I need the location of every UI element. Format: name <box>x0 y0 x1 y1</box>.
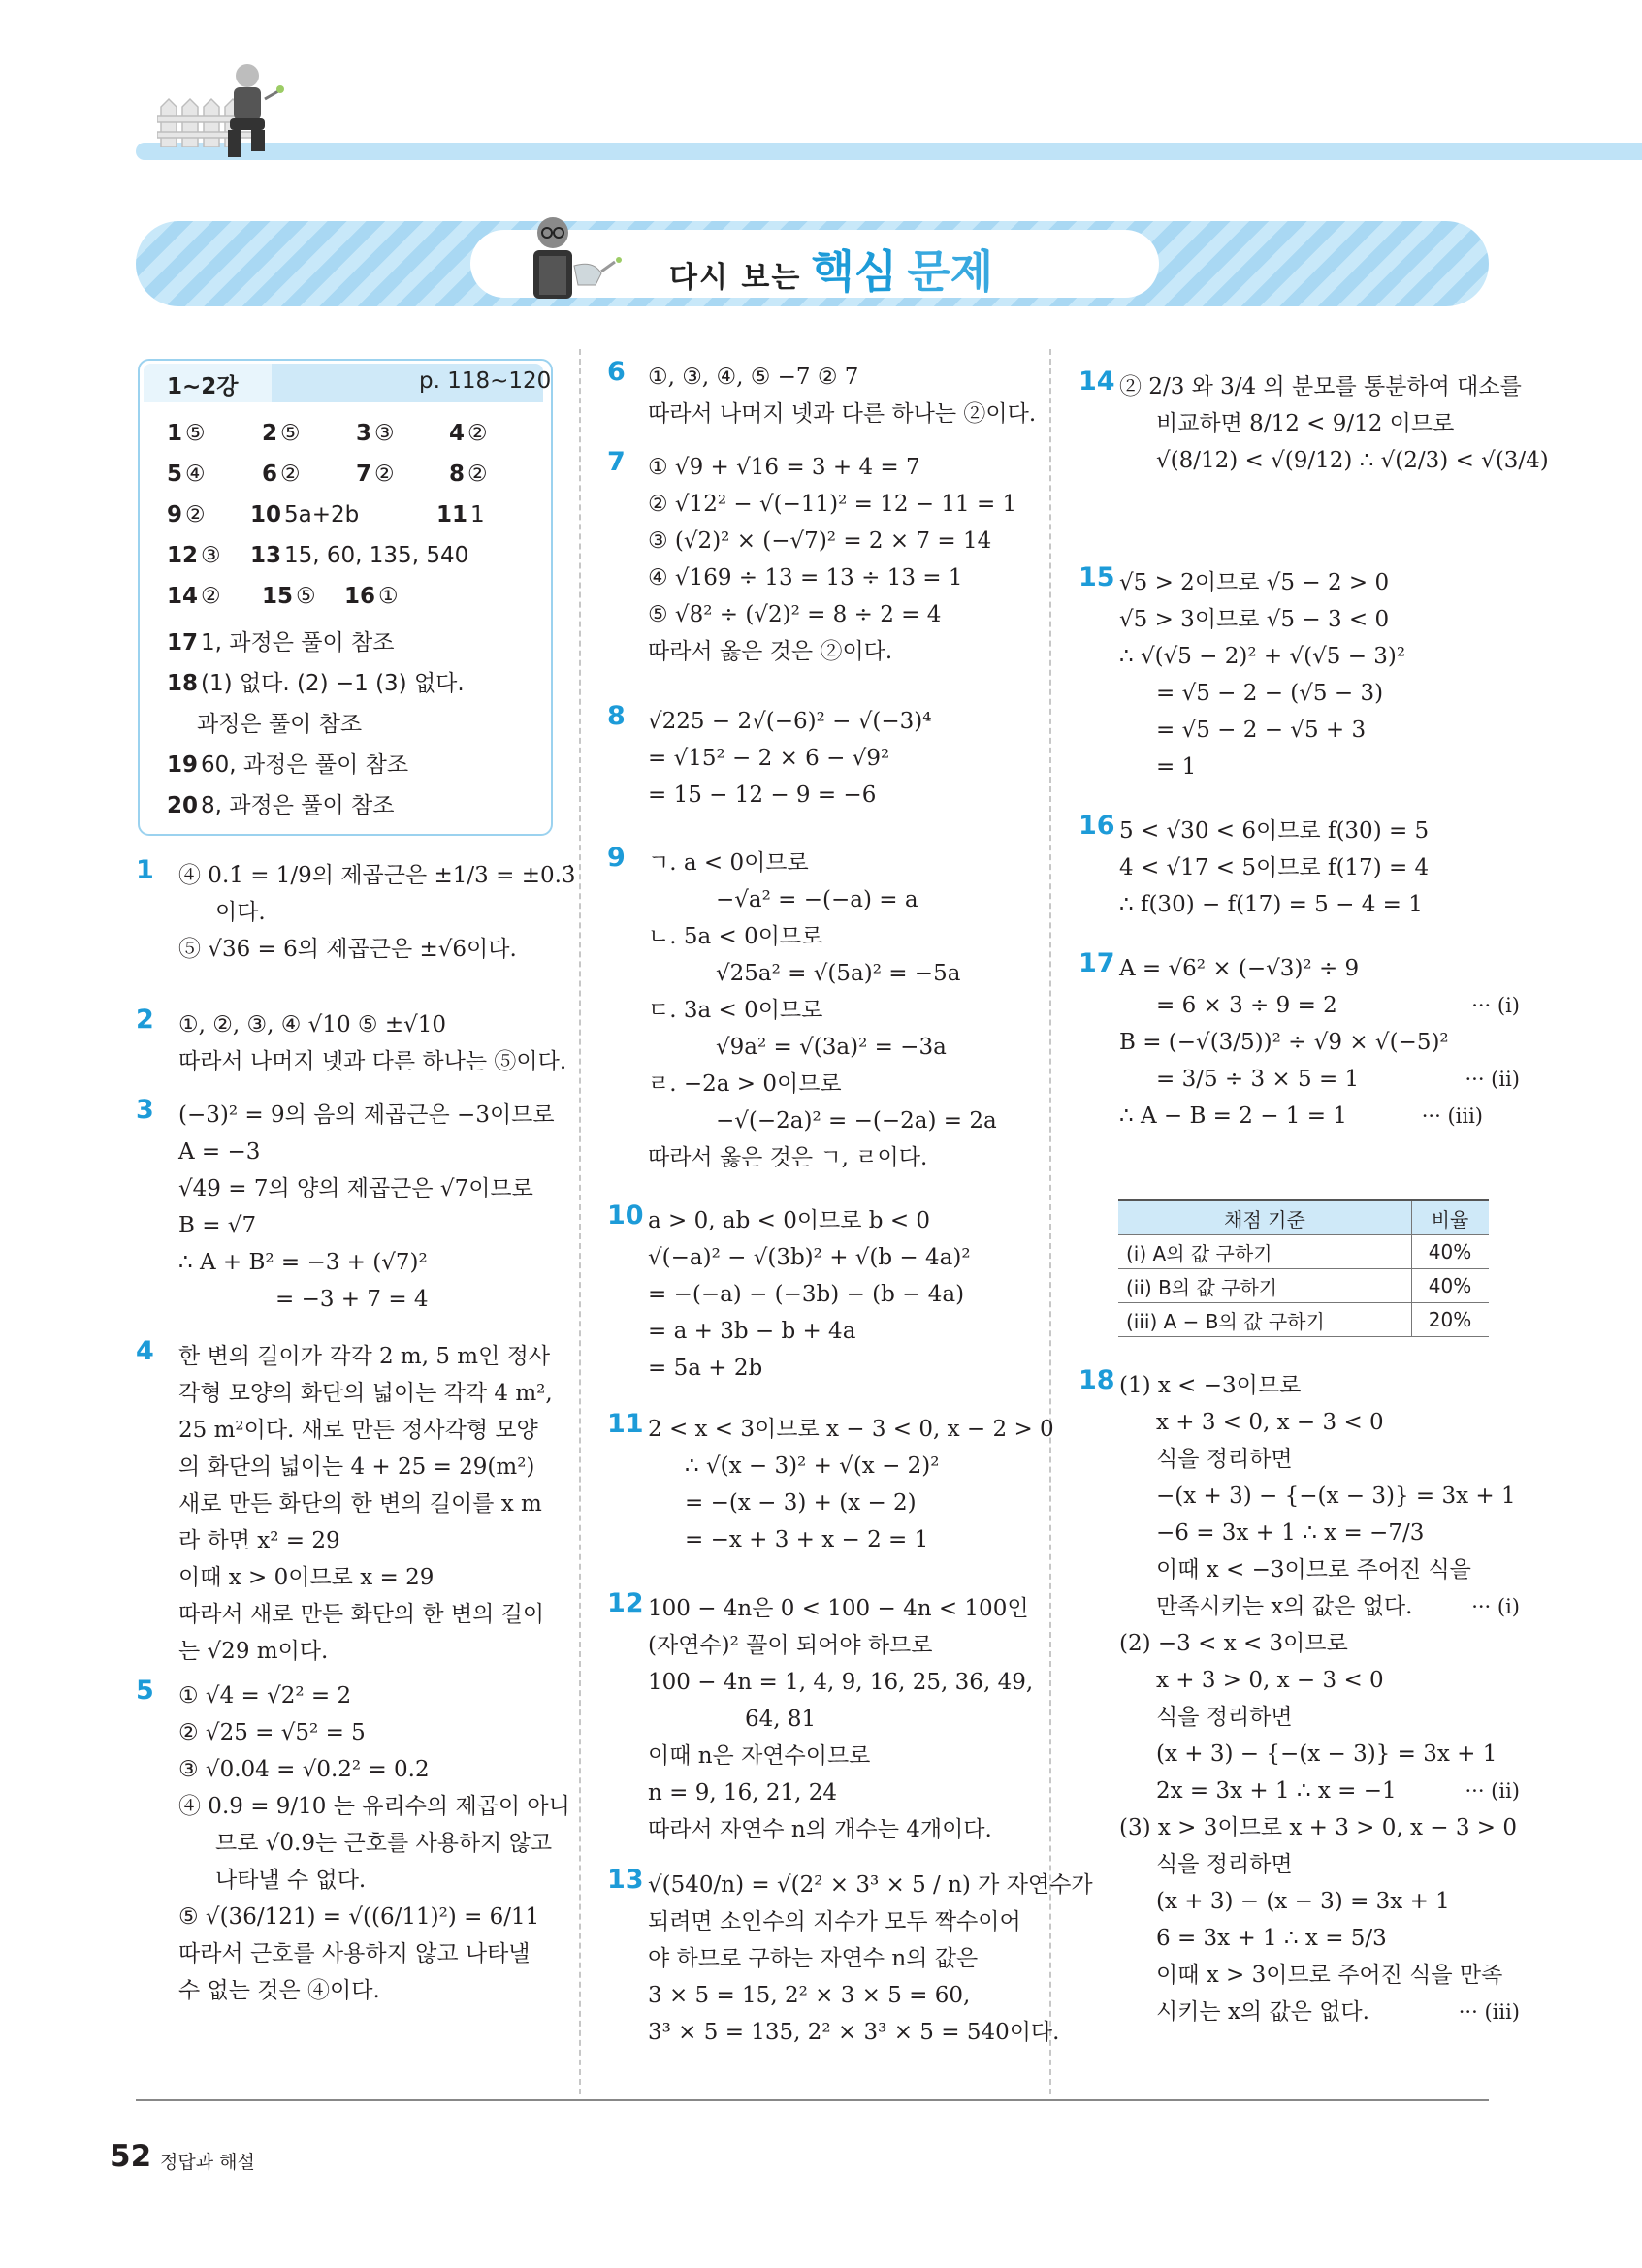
answer-value: ③ <box>201 543 221 568</box>
solution-line: 의 화단의 넓이는 4 + 25 = 29(m²) <box>178 1454 535 1480</box>
solution-line: = √15² − 2 × 6 − √9² <box>648 746 890 771</box>
problem-solution <box>648 1590 1033 1848</box>
solution-text: 식을 정리하면 <box>1156 1705 1293 1730</box>
solution-line: −√a² = −(−a) = a <box>716 887 918 912</box>
solution-line: = 15 − 12 − 9 = −6 <box>648 783 877 808</box>
solution-line <box>1119 1920 1520 1957</box>
solution-line <box>1119 1061 1520 1098</box>
solution-line <box>1119 1957 1520 1994</box>
answer-number: 15 <box>262 584 294 609</box>
solution-line <box>1119 1441 1520 1478</box>
solution-line: ① √4 = √2² = 2 <box>178 1683 352 1709</box>
solution-line: ∴ A + B² = −3 + (√7)² <box>178 1250 428 1275</box>
problem-number: 11 <box>607 1409 644 1439</box>
solution-line <box>1119 1367 1483 1404</box>
problem-solution <box>1119 368 1549 479</box>
solution-line: = 1 <box>1156 754 1197 780</box>
solution-line: 4 < √17 < 5이므로 f(17) = 4 <box>1119 855 1430 880</box>
answer-value: ② <box>280 462 301 487</box>
page-range-label: p. 118~120 <box>419 368 552 394</box>
teacher-icon <box>514 211 630 308</box>
problem-number: 18 <box>1079 1365 1115 1395</box>
answer-item <box>449 421 488 446</box>
solution-line <box>1119 1809 1518 1846</box>
step-tag: ··· (i) <box>1471 1595 1520 1618</box>
solution-text: x + 3 < 0, x − 3 < 0 <box>1156 1410 1384 1435</box>
answer-number: 2 <box>262 421 278 446</box>
problem-solution <box>1119 813 1483 923</box>
solution-line: ② √25 = √5² = 5 <box>178 1720 366 1745</box>
solution-line: ㄱ. a < 0이므로 <box>648 850 809 876</box>
problem-number: 4 <box>136 1336 154 1366</box>
answer-value: ② <box>185 502 206 527</box>
answer-number: 1 <box>167 421 183 446</box>
problem-solution <box>648 359 1036 432</box>
solution-text: ∴ A − B = 2 − 1 = 1 <box>1119 1103 1347 1129</box>
solution-line <box>1119 1662 1520 1699</box>
solution-line: 3³ × 5 = 135, 2² × 3³ × 5 = 540이다. <box>648 2020 1060 2045</box>
solution-text: 이때 x < −3이므로 주어진 식을 <box>1156 1557 1471 1582</box>
answer-value: 과정은 풀이 참조 <box>197 712 363 737</box>
solution-line: 따라서 자연수 n의 개수는 4개이다. <box>648 1817 992 1842</box>
solution-text: 이때 x > 3이므로 주어진 식을 만족 <box>1156 1963 1503 1988</box>
solution-line: a > 0, ab < 0이므로 b < 0 <box>648 1208 931 1233</box>
step-tag: ··· (ii) <box>1465 1068 1520 1091</box>
solution-line: ⑤ √(36/121) = √((6/11)²) = 6/11 <box>178 1904 540 1930</box>
answer-number: 18 <box>167 671 199 696</box>
banner-sub-text: 문제 <box>907 245 994 298</box>
solution-line: = −x + 3 + x − 2 = 1 <box>685 1527 929 1552</box>
step-tag: ··· (ii) <box>1465 1779 1520 1803</box>
solution-text: (x + 3) − {−(x − 3)} = 3x + 1 <box>1156 1741 1497 1767</box>
solution-line: √49 = 7의 양의 제곱근은 √7이므로 <box>178 1176 533 1201</box>
problem-solution <box>1119 1367 1520 2030</box>
solution-line: 야 하므로 구하는 자연수 n의 값은 <box>648 1946 979 1971</box>
solution-line: 25 m²이다. 새로 만든 정사각형 모양 <box>178 1418 538 1443</box>
solution-text: = 3/5 ÷ 3 × 5 = 1 <box>1156 1067 1360 1092</box>
solution-line: ㄴ. 5a < 0이므로 <box>648 924 823 949</box>
solution-line: = √5 − 2 − (√5 − 3) <box>1156 681 1384 706</box>
problem-solution <box>648 845 997 1176</box>
solution-line: √(−a)² − √(3b)² + √(b − 4a)² <box>648 1245 971 1270</box>
answer-item <box>262 462 301 487</box>
answer-item <box>250 543 468 568</box>
gardener-icon <box>209 60 286 162</box>
table-row <box>1118 1235 1489 1269</box>
solution-line: = −(x − 3) + (x − 2) <box>685 1490 917 1516</box>
problem-number: 16 <box>1079 811 1115 841</box>
solution-line: 각형 모양의 화단의 넓이는 각각 4 m², <box>178 1381 553 1406</box>
solution-line: 이다. <box>215 900 266 925</box>
problem-number: 10 <box>607 1200 644 1230</box>
problem-solution <box>648 1867 1093 2051</box>
answer-item <box>167 462 206 487</box>
criteria-header: 채점 기준 <box>1118 1200 1412 1235</box>
solution-line: 따라서 나머지 넷과 다른 하나는 ②이다. <box>648 401 1037 427</box>
solution-line: 되려면 소인수의 지수가 모두 짝수이어 <box>648 1909 1021 1934</box>
solution-line <box>1119 1478 1520 1515</box>
answer-value: ③ <box>374 421 395 446</box>
answer-value: ⑤ <box>296 584 316 609</box>
lecture-range-label: 1~2강 <box>167 374 239 399</box>
answer-value: 1, 과정은 풀이 참조 <box>201 630 395 655</box>
solution-line: (−3)² = 9의 음의 제곱근은 −3이므로 <box>178 1102 555 1128</box>
solution-line <box>1119 950 1483 987</box>
solution-line <box>1119 1551 1520 1588</box>
solution-line: 2 < x < 3이므로 x − 3 < 0, x − 2 > 0 <box>648 1417 1054 1442</box>
answer-value: ① <box>378 584 399 609</box>
answer-number: 7 <box>356 462 372 487</box>
solution-line: n = 9, 16, 21, 24 <box>648 1780 838 1805</box>
solution-line: ①, ③, ④, ⑤ −7 ② 7 <box>648 365 859 390</box>
answer-value: ⑤ <box>185 421 206 446</box>
answer-value: ④ <box>185 462 206 487</box>
problem-solution <box>648 1411 1054 1558</box>
solution-line: 100 − 4n은 0 < 100 − 4n < 100인 <box>648 1596 1029 1621</box>
step-tag: ··· (i) <box>1471 994 1520 1017</box>
table-row <box>1118 1303 1489 1337</box>
solution-line: (자연수)² 꼴이 되어야 하므로 <box>648 1633 933 1658</box>
solution-line <box>1119 1846 1520 1883</box>
solution-line <box>1119 1098 1483 1134</box>
solution-line <box>1119 1515 1520 1551</box>
solution-line: ③ (√2)² × (−√7)² = 2 × 7 = 14 <box>648 528 992 554</box>
problem-solution <box>178 1006 566 1080</box>
answer-value: ② <box>374 462 395 487</box>
problem-number: 1 <box>136 855 154 885</box>
answer-value: 5a+2b <box>284 502 360 527</box>
answer-item <box>436 502 485 527</box>
solution-line: 는 √29 m이다. <box>178 1639 329 1664</box>
answer-number: 19 <box>167 752 199 778</box>
solution-line: 므로 √0.9는 근호를 사용하지 않고 <box>215 1831 553 1856</box>
problem-solution <box>178 857 576 968</box>
header-decor-bar <box>136 143 1642 160</box>
problem-solution <box>648 449 1016 670</box>
solution-line: A = −3 <box>178 1139 261 1165</box>
answer-number: 17 <box>167 630 199 655</box>
answer-number: 9 <box>167 502 183 527</box>
ratio-cell: 40% <box>1412 1235 1490 1269</box>
solution-line: ⑤ √36 = 6의 제곱근은 ±√6이다. <box>178 937 517 962</box>
answer-number: 3 <box>356 421 372 446</box>
banner-pre-text: 다시 보는 <box>669 261 802 295</box>
solution-text: x + 3 > 0, x − 3 < 0 <box>1156 1668 1384 1693</box>
answer-item <box>262 584 316 609</box>
solution-line: ∴ f(30) − f(17) = 5 − 4 = 1 <box>1119 892 1423 917</box>
solution-line: 따라서 옳은 것은 ㄱ, ㄹ이다. <box>648 1145 928 1170</box>
solution-line: √25a² = √(5a)² = −5a <box>716 961 961 986</box>
solution-text: = 6 × 3 ÷ 9 = 2 <box>1156 993 1337 1018</box>
solution-line: 라 하면 x² = 29 <box>178 1528 340 1553</box>
solution-line <box>1119 1625 1483 1662</box>
problem-number: 8 <box>607 701 626 731</box>
problem-solution <box>178 1677 570 2009</box>
solution-line: 나타낼 수 없다. <box>215 1868 367 1893</box>
solution-line <box>1119 1736 1520 1773</box>
solution-line: 따라서 새로 만든 화단의 한 변의 길이 <box>178 1602 545 1627</box>
criteria-cell: (iii) A − B의 값 구하기 <box>1118 1303 1412 1337</box>
answer-item <box>167 543 221 568</box>
answer-number: 10 <box>250 502 282 527</box>
problem-number: 3 <box>136 1095 154 1125</box>
answer-value: (1) 없다. (2) −1 (3) 없다. <box>201 671 465 696</box>
solution-line: ④ 0.1̇ = 1/9의 제곱근은 ±1/3 = ±0.3̇ <box>178 863 576 888</box>
answer-value: 1 <box>470 502 485 527</box>
solution-text: (x + 3) − (x − 3) = 3x + 1 <box>1156 1889 1450 1914</box>
column-divider <box>579 349 581 2094</box>
solution-text: 6 = 3x + 1 ∴ x = 5/3 <box>1156 1926 1387 1951</box>
solution-line: √225 − 2√(−6)² − √(−3)⁴ <box>648 709 932 734</box>
problem-solution <box>648 703 931 814</box>
solution-line: 비교하면 8/12 < 9/12 이므로 <box>1156 411 1455 436</box>
problem-number: 5 <box>136 1676 154 1706</box>
solution-line: ∴ √(x − 3)² + √(x − 2)² <box>685 1453 940 1479</box>
solution-text: (2) −3 < x < 3이므로 <box>1119 1631 1348 1656</box>
answer-value: 15, 60, 135, 540 <box>284 543 469 568</box>
page-number: 52 <box>110 2139 152 2174</box>
answer-item <box>167 665 465 697</box>
solution-line: √5 > 2이므로 √5 − 2 > 0 <box>1119 570 1390 595</box>
problem-number: 9 <box>607 843 626 873</box>
problem-solution <box>178 1097 555 1318</box>
solution-line: = 5a + 2b <box>648 1356 763 1381</box>
answer-item <box>167 787 394 819</box>
criteria-cell: (i) A의 값 구하기 <box>1118 1235 1412 1269</box>
solution-text: −(x + 3) − {−(x − 3)} = 3x + 1 <box>1156 1484 1516 1509</box>
ratio-header: 비율 <box>1412 1200 1490 1235</box>
solution-line <box>1119 1404 1520 1441</box>
answer-item <box>262 421 301 446</box>
answer-number: 6 <box>262 462 278 487</box>
solution-line: B = √7 <box>178 1213 257 1238</box>
solution-text: (1) x < −3이므로 <box>1119 1373 1302 1398</box>
solution-line: ㄷ. 3a < 0이므로 <box>648 998 823 1023</box>
solution-line: √(540/n) = √(2² × 3³ × 5 / n) 가 자연수가 <box>648 1872 1093 1898</box>
answer-item <box>449 462 488 487</box>
problem-number: 15 <box>1079 562 1115 592</box>
solution-text: 식을 정리하면 <box>1156 1852 1293 1877</box>
step-tag: ··· (iii) <box>1458 2000 1520 2024</box>
answer-value: ② <box>201 584 221 609</box>
problem-solution <box>178 1338 553 1670</box>
answer-item <box>167 747 408 779</box>
solution-line: √(8/12) < √(9/12) ∴ √(2/3) < √(3/4) <box>1156 448 1549 473</box>
ratio-cell: 20% <box>1412 1303 1490 1337</box>
solution-line: 한 변의 길이가 각각 2 m, 5 m인 정사 <box>178 1344 551 1369</box>
answer-value: ⑤ <box>280 421 301 446</box>
solution-line: 이때 x > 0이므로 x = 29 <box>178 1565 435 1590</box>
answer-number: 13 <box>250 543 282 568</box>
solution-line <box>1119 1588 1520 1625</box>
solution-line: 따라서 근호를 사용하지 않고 나타낼 <box>178 1941 531 1966</box>
solution-text: A = √6² × (−√3)² ÷ 9 <box>1119 956 1360 981</box>
table-row <box>1118 1269 1489 1303</box>
solution-line: ①, ②, ③, ④ √10 ⑤ ±√10 <box>178 1012 447 1038</box>
step-tag: ··· (iii) <box>1421 1104 1483 1128</box>
answer-value: ② <box>467 462 488 487</box>
solution-text: 만족시키는 x의 값은 없다. <box>1156 1594 1413 1619</box>
answer-item <box>167 584 221 609</box>
solution-line: 3 × 5 = 15, 2² × 3 × 5 = 60, <box>648 1983 971 2008</box>
answer-item <box>167 421 206 446</box>
solution-line: ② 2/3 와 3/4 의 분모를 통분하여 대소를 <box>1119 374 1522 399</box>
answer-number: 11 <box>436 502 468 527</box>
answer-value: ② <box>467 421 488 446</box>
answer-item <box>356 421 395 446</box>
solution-text: (3) x > 3이므로 x + 3 > 0, x − 3 > 0 <box>1119 1815 1518 1840</box>
problem-number: 6 <box>607 357 626 387</box>
solution-line <box>1119 1024 1483 1061</box>
solution-line: 5 < √30 < 6이므로 f(30) = 5 <box>1119 818 1430 844</box>
answer-number: 14 <box>167 584 199 609</box>
solution-line: 따라서 나머지 넷과 다른 하나는 ⑤이다. <box>178 1049 567 1074</box>
problem-solution <box>1119 950 1520 1134</box>
ratio-cell: 40% <box>1412 1269 1490 1303</box>
answer-item <box>344 584 399 609</box>
solution-line: √9a² = √(3a)² = −3a <box>716 1035 947 1060</box>
problem-solution <box>648 1202 971 1387</box>
answer-number: 5 <box>167 462 183 487</box>
solution-line: = −(−a) − (−3b) − (b − 4a) <box>648 1282 965 1307</box>
solution-line <box>1119 987 1520 1024</box>
problem-number: 7 <box>607 447 626 477</box>
solution-text: 2x = 3x + 1 ∴ x = −1 <box>1156 1778 1397 1804</box>
solution-text: 식을 정리하면 <box>1156 1447 1293 1472</box>
problem-number: 12 <box>607 1588 644 1618</box>
answer-item <box>356 462 395 487</box>
solution-line <box>1119 1883 1520 1920</box>
scoring-criteria-table <box>1118 1199 1489 1337</box>
solution-line: = √5 − 2 − √5 + 3 <box>1156 718 1367 743</box>
solution-line: −√(−2a)² = −(−2a) = 2a <box>716 1108 997 1134</box>
answer-value: 8, 과정은 풀이 참조 <box>201 793 395 818</box>
banner-title <box>669 237 994 298</box>
criteria-cell: (ii) B의 값 구하기 <box>1118 1269 1412 1303</box>
answer-number: 4 <box>449 421 466 446</box>
footer-label: 정답과 해설 <box>160 2152 255 2173</box>
solution-line: 수 없는 것은 ④이다. <box>178 1978 380 2003</box>
solution-line: ㄹ. −2a > 0이므로 <box>648 1071 842 1097</box>
answer-number: 20 <box>167 793 199 818</box>
solution-line: ⑤ √8² ÷ (√2)² = 8 ÷ 2 = 4 <box>648 602 942 627</box>
solution-line: ∴ √(√5 − 2)² + √(√5 − 3)² <box>1119 644 1406 669</box>
solution-line <box>1119 1994 1520 2030</box>
solution-line: √5 > 3이므로 √5 − 3 < 0 <box>1119 607 1390 632</box>
answer-number: 12 <box>167 543 199 568</box>
answer-item <box>167 624 394 656</box>
solution-line: ③ √0.04 = √0.2² = 0.2 <box>178 1757 430 1782</box>
problem-number: 14 <box>1079 367 1115 397</box>
answer-item <box>250 502 359 527</box>
footer-divider <box>136 2099 1489 2101</box>
answer-number: 8 <box>449 462 466 487</box>
column-divider <box>1049 349 1051 2094</box>
problem-number: 13 <box>607 1865 644 1895</box>
solution-line: ④ √169 ÷ 13 = 13 ÷ 13 = 1 <box>648 565 963 591</box>
solution-line: 이때 n은 자연수이므로 <box>648 1743 871 1769</box>
solution-line <box>1119 1773 1520 1809</box>
answer-number: 16 <box>344 584 376 609</box>
solution-text: −6 = 3x + 1 ∴ x = −7/3 <box>1156 1520 1425 1546</box>
solution-line: 새로 만든 화단의 한 변의 길이를 x m <box>178 1491 542 1517</box>
answer-item <box>167 706 362 738</box>
answer-value: 60, 과정은 풀이 참조 <box>201 752 409 778</box>
banner-main-text: 핵심 <box>811 245 898 298</box>
solution-line <box>1119 1699 1520 1736</box>
solution-line: 100 − 4n = 1, 4, 9, 16, 25, 36, 49, <box>648 1670 1034 1695</box>
solution-line: ② √12² − √(−11)² = 12 − 11 = 1 <box>648 492 1017 517</box>
solution-text: 시키는 x의 값은 없다. <box>1156 1999 1369 2025</box>
solution-line: = −3 + 7 = 4 <box>275 1287 429 1312</box>
answer-item <box>167 502 206 527</box>
solution-line: ④ 0.9 = 9/10 는 유리수의 제곱이 아니 <box>178 1794 570 1819</box>
problem-number: 17 <box>1079 948 1115 978</box>
problem-number: 2 <box>136 1005 154 1035</box>
solution-line: 따라서 옳은 것은 ②이다. <box>648 639 893 664</box>
solution-text: B = (−√(3/5))² ÷ √9 × √(−5)² <box>1119 1030 1449 1055</box>
problem-solution <box>1119 564 1520 785</box>
solution-line: = a + 3b − b + 4a <box>648 1319 856 1344</box>
table-header-row <box>1118 1200 1489 1235</box>
solution-line: 64, 81 <box>745 1707 817 1732</box>
solution-line: ① √9 + √16 = 3 + 4 = 7 <box>648 455 920 480</box>
